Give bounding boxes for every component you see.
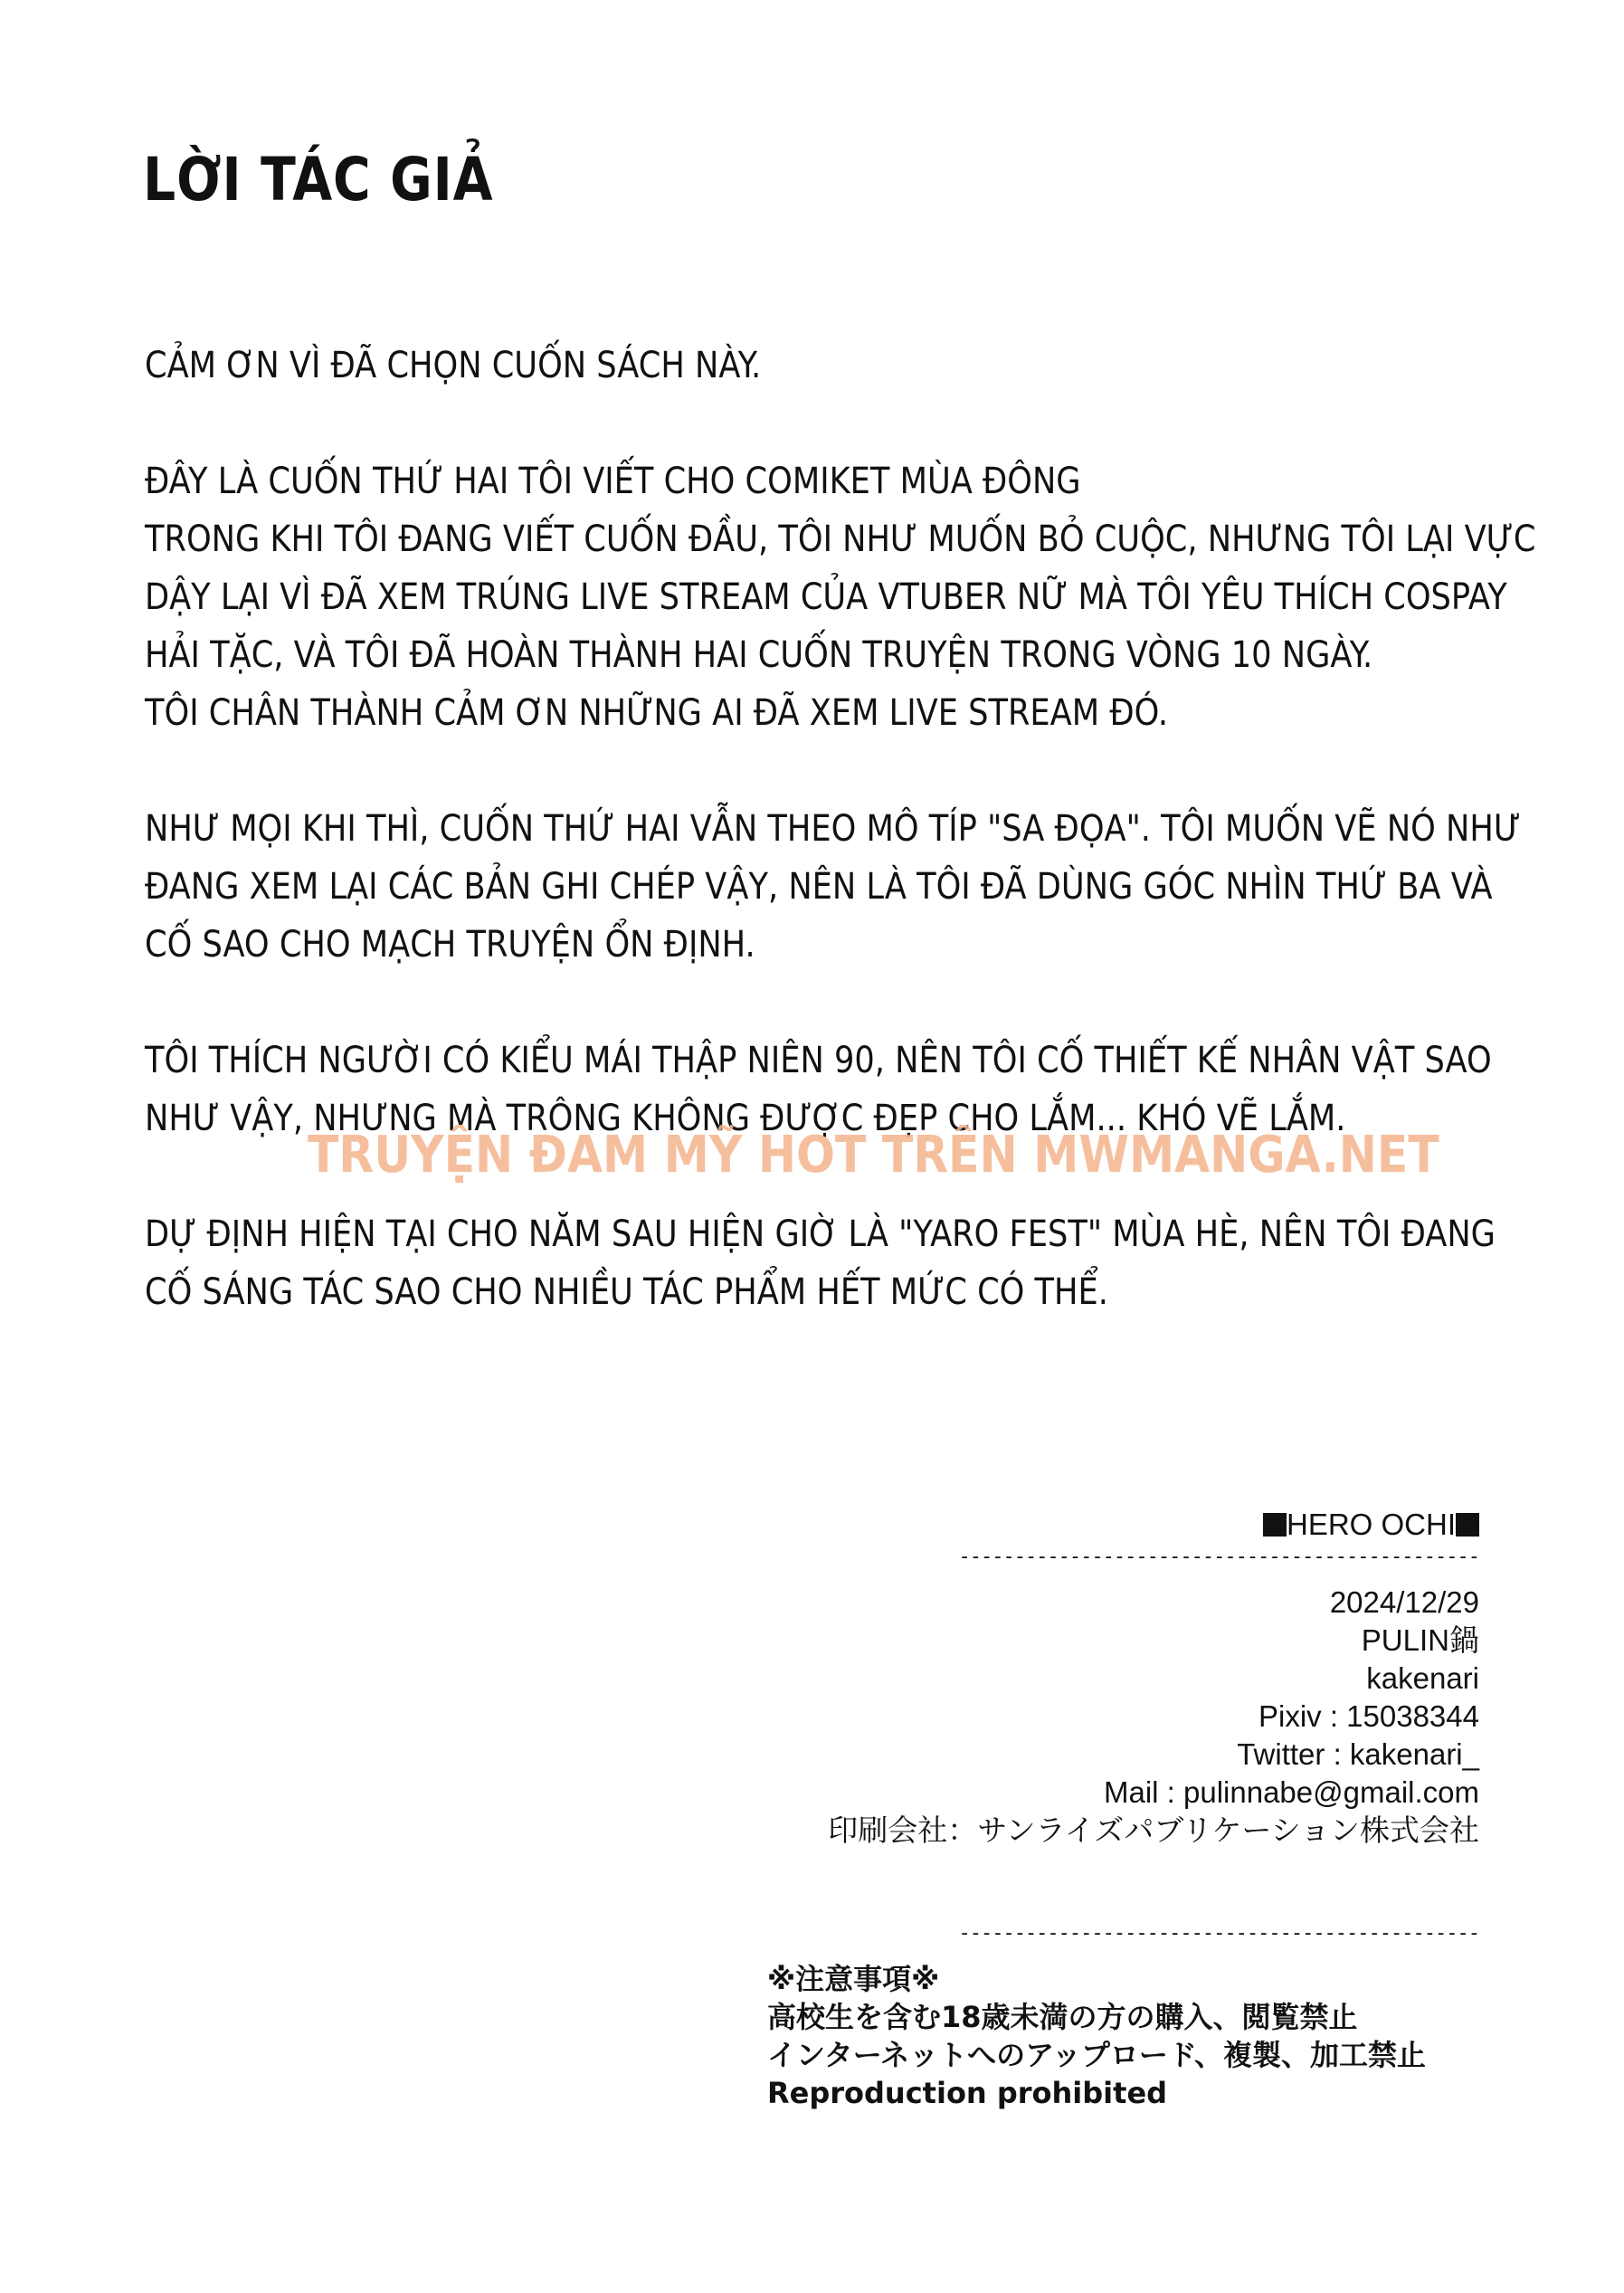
paragraph-1 xyxy=(145,337,1502,395)
author-name: kakenari xyxy=(1366,1661,1479,1695)
notice-line: Reproduction prohibited xyxy=(767,2076,1168,2110)
circle-name: PULIN鍋 xyxy=(1361,1623,1479,1657)
separator-line: ----------------------------------------------- xyxy=(958,1546,1479,1568)
separator-line: ----------------------------------------------- xyxy=(958,1922,1479,1945)
notice-block xyxy=(767,1960,1426,2112)
page-title: LỜI TÁC GIẢ xyxy=(143,145,494,214)
work-title: HERO OCHI xyxy=(1286,1508,1456,1541)
text-line: TRONG KHI TÔI ĐANG VIẾT CUỐN ĐẦU, TÔI NHƯ MUỐN BỎ CUỘC, NHƯNG TÔI LẠI VỰC xyxy=(145,519,1536,560)
twitter-handle: Twitter : kakenari_ xyxy=(1237,1737,1479,1771)
text-line: ĐANG XEM LẠI CÁC BẢN GHI CHÉP VẬY, NÊN LÀ TÔI ĐÃ DÙNG GÓC NHÌN THỨ BA VÀ xyxy=(145,866,1493,908)
text-line: DỰ ĐỊNH HIỆN TẠI CHO NĂM SAU HIỆN GIỜ LÀ "YARO FEST" MÙA HÈ, NÊN TÔI ĐANG xyxy=(145,1213,1496,1255)
text-line: HẢI TẶC, VÀ TÔI ĐÃ HOÀN THÀNH HAI CUỐN TRUYỆN TRONG VÒNG 10 NGÀY. xyxy=(145,634,1373,676)
notice-line: インターネットへのアップロード、複製、加工禁止 xyxy=(767,2038,1427,2072)
text-line: CỐ SÁNG TÁC SAO CHO NHIỀU TÁC PHẨM HẾT MỨC CÓ THỂ. xyxy=(145,1271,1108,1313)
text-line: NHƯ MỌI KHI THÌ, CUỐN THỨ HAI VẪN THEO MÔ TÍP "SA ĐỌA". TÔI MUỐN VẼ NÓ NHƯ xyxy=(145,808,1522,850)
notice-line: 高校生を含む18歳未満の方の購入、閲覧禁止 xyxy=(767,2000,1358,2034)
paragraph-2 xyxy=(145,452,1536,742)
watermark: TRUYỆN ĐAM MỸ HOT TRÊN MWMANGA.NET xyxy=(308,1126,1439,1185)
paragraph-3 xyxy=(145,800,1522,974)
text-line: TÔI CHÂN THÀNH CẢM ƠN NHỮNG AI ĐÃ XEM LIVE STREAM ĐÓ. xyxy=(145,692,1169,734)
black-square-icon xyxy=(1456,1513,1479,1537)
text-line: ĐÂY LÀ CUỐN THỨ HAI TÔI VIẾT CHO COMIKET MÙA ĐÔNG xyxy=(145,461,1081,502)
colophon xyxy=(665,1506,1479,1850)
afterword-body xyxy=(145,337,1536,1379)
notice-heading: ※注意事項※ xyxy=(767,1962,940,1996)
black-square-icon xyxy=(1263,1513,1287,1537)
pixiv-id: Pixiv : 15038344 xyxy=(1258,1699,1479,1733)
printing-company: 印刷会社：サンライズパブリケーション株式会社 xyxy=(828,1813,1479,1847)
mail-address: Mail : pulinnabe@gmail.com xyxy=(1103,1775,1479,1809)
text-line: NHƯ VẬY, NHƯNG MÀ TRÔNG KHÔNG ĐƯỢC ĐẸP CHO LẮM... KHÓ VẼ LẮM. xyxy=(145,1098,1346,1139)
publish-date: 2024/12/29 xyxy=(1329,1585,1479,1619)
paragraph-5 xyxy=(145,1205,1502,1321)
text-line: CẢM ƠN VÌ ĐÃ CHỌN CUỐN SÁCH NÀY. xyxy=(145,345,762,386)
text-line: TÔI THÍCH NGƯỜI CÓ KIỂU MÁI THẬP NIÊN 90, NÊN TÔI CỐ THIẾT KẾ NHÂN VẬT SAO xyxy=(145,1040,1492,1081)
text-line: CỐ SAO CHO MẠCH TRUYỆN ỔN ĐỊNH. xyxy=(145,924,755,966)
text-line: DẬY LẠI VÌ ĐÃ XEM TRÚNG LIVE STREAM CỦA VTUBER NỮ MÀ TÔI YÊU THÍCH COSPAY xyxy=(145,576,1507,618)
